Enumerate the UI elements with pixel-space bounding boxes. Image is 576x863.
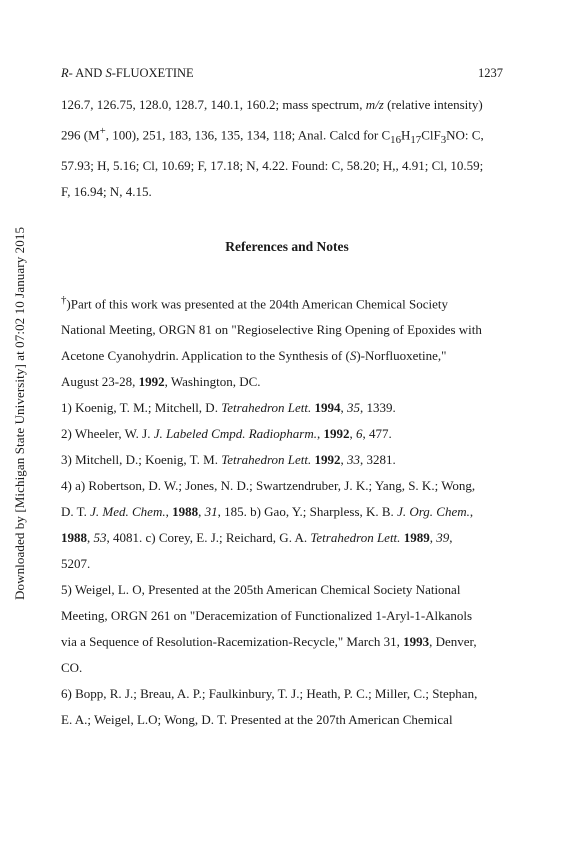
- volume: 33: [347, 452, 361, 468]
- text: ,: [349, 426, 356, 442]
- text: ,: [198, 504, 205, 520]
- text: , 100), 251, 183, 136, 135, 134, 118; Anal. Calcd for C: [105, 127, 391, 143]
- running-title-name: FLUOXETINE: [115, 66, 194, 80]
- text: 1) Koenig, T. M.; Mitchell, D.: [61, 400, 222, 416]
- reference-4: [61, 473, 513, 577]
- subscript: 17: [410, 133, 422, 146]
- text: H: [401, 127, 411, 143]
- text: National Meeting, ORGN 81 on "Regioselective Ring Opening of Epoxides with: [61, 322, 482, 338]
- subscript: 16: [390, 133, 401, 146]
- text: ,: [429, 530, 437, 546]
- year: 1988: [172, 504, 199, 520]
- reference-list: [61, 287, 513, 733]
- text: (relative intensity): [383, 97, 483, 112]
- text: ,: [165, 504, 173, 520]
- data-line-1: [61, 92, 513, 118]
- text: ,: [340, 400, 348, 416]
- running-title-s: S-: [105, 66, 116, 80]
- year: 1989: [400, 530, 430, 546]
- text: 126.7, 126.75, 128.0, 128.7, 140.1, 160.2; mass spectrum,: [61, 97, 366, 112]
- text: , Washington, DC.: [164, 374, 261, 390]
- text: ,: [469, 504, 474, 520]
- text: ClF: [421, 127, 441, 143]
- text: 5207.: [61, 556, 91, 572]
- dagger-mark: †: [61, 294, 67, 306]
- text: via a Sequence of Resolution-Racemization-Recycle," March 31,: [61, 634, 404, 650]
- year: 1993: [403, 634, 430, 650]
- journal: Tetrahedron Lett.: [221, 400, 312, 416]
- reference-dagger: [61, 287, 513, 395]
- year: 1994: [311, 400, 341, 416]
- text: ,: [87, 530, 94, 546]
- text: 296 (M: [61, 127, 100, 143]
- data-line-4: F, 16.94; N, 4.15.: [61, 183, 152, 199]
- text: 3) Mitchell, D.; Koenig, T. M.: [61, 452, 222, 468]
- reference-5: [61, 577, 513, 681]
- text: ,: [449, 530, 453, 546]
- text: )Part of this work was presented at the 204th American Chemical Society: [66, 296, 449, 312]
- text: 5) Weigel, L. O, Presented at the 205th American Chemical Society National: [61, 582, 461, 598]
- text: E. A.; Weigel, L.O; Wong, D. T. Presented at the 207th American Chemical: [61, 712, 453, 728]
- page-number: 1237: [478, 66, 503, 80]
- text: S: [349, 348, 357, 364]
- section-heading: References and Notes: [225, 239, 349, 254]
- text: ,: [340, 452, 348, 468]
- text: ,: [316, 426, 324, 442]
- download-watermark: Downloaded by [Michigan State University] at 07:02 10 January 2015: [12, 226, 27, 600]
- reference-1: [61, 395, 513, 421]
- text: 4) a) Robertson, D. W.; Jones, N. D.; Swartzendruber, J. K.; Yang, S. K.; Wong,: [61, 478, 476, 494]
- volume: 31: [204, 504, 218, 520]
- text: CO.: [61, 660, 83, 676]
- text: , Denver,: [429, 634, 477, 650]
- year: 1992: [323, 426, 350, 442]
- year: 1992: [138, 374, 165, 390]
- text: , 3281.: [360, 452, 396, 468]
- journal: J. Labeled Cmpd. Radiopharm.: [153, 426, 317, 442]
- volume: 39: [436, 530, 450, 546]
- year: 1988: [61, 530, 87, 546]
- journal: Tetrahedron Lett.: [310, 530, 401, 546]
- text: NO: C,: [446, 127, 484, 143]
- text: Acetone Cyanohydrin. Application to the Synthesis of (: [61, 348, 350, 364]
- text: D. T.: [61, 504, 91, 520]
- running-title-and: AND: [72, 66, 106, 80]
- experimental-data: [61, 92, 513, 205]
- journal: Tetrahedron Lett.: [221, 452, 312, 468]
- volume: 6: [355, 426, 363, 442]
- data-line-3: 57.93; H, 5.16; Cl, 10.69; F, 17.18; N, 4.22. Found: C, 58.20; H,, 4.91; Cl, 10.59;: [61, 157, 484, 173]
- journal: J. Med. Chem.: [90, 504, 166, 520]
- year: 1992: [311, 452, 341, 468]
- subscript: 3: [440, 133, 447, 146]
- text: , 477.: [362, 426, 392, 442]
- mz-label: m/z: [365, 97, 384, 112]
- volume: 35: [347, 400, 361, 416]
- running-title: [61, 66, 194, 81]
- reference-3: [61, 447, 513, 473]
- text: , 1339.: [360, 400, 396, 416]
- journal: J. Org. Chem.: [397, 504, 470, 520]
- superscript: +: [99, 125, 106, 137]
- text: , 185. b) Gao, Y.; Sharpless, K. B.: [217, 504, 398, 520]
- data-line-2: [61, 118, 513, 153]
- running-title-r: R-: [61, 66, 73, 80]
- text: )-Norfluoxetine,": [356, 348, 447, 364]
- reference-2: [61, 421, 513, 447]
- text: August 23-28,: [61, 374, 139, 390]
- text: Meeting, ORGN 261 on "Deracemization of Functionalized 1-Aryl-1-Alkanols: [61, 608, 473, 624]
- reference-6: [61, 681, 513, 733]
- volume: 53: [93, 530, 107, 546]
- text: 6) Bopp, R. J.; Breau, A. P.; Faulkinbury, T. J.; Heath, P. C.; Miller, C.; Stephan,: [61, 686, 478, 702]
- text: , 4081. c) Corey, E. J.; Reichard, G. A.: [106, 530, 311, 546]
- text: 2) Wheeler, W. J.: [61, 426, 154, 442]
